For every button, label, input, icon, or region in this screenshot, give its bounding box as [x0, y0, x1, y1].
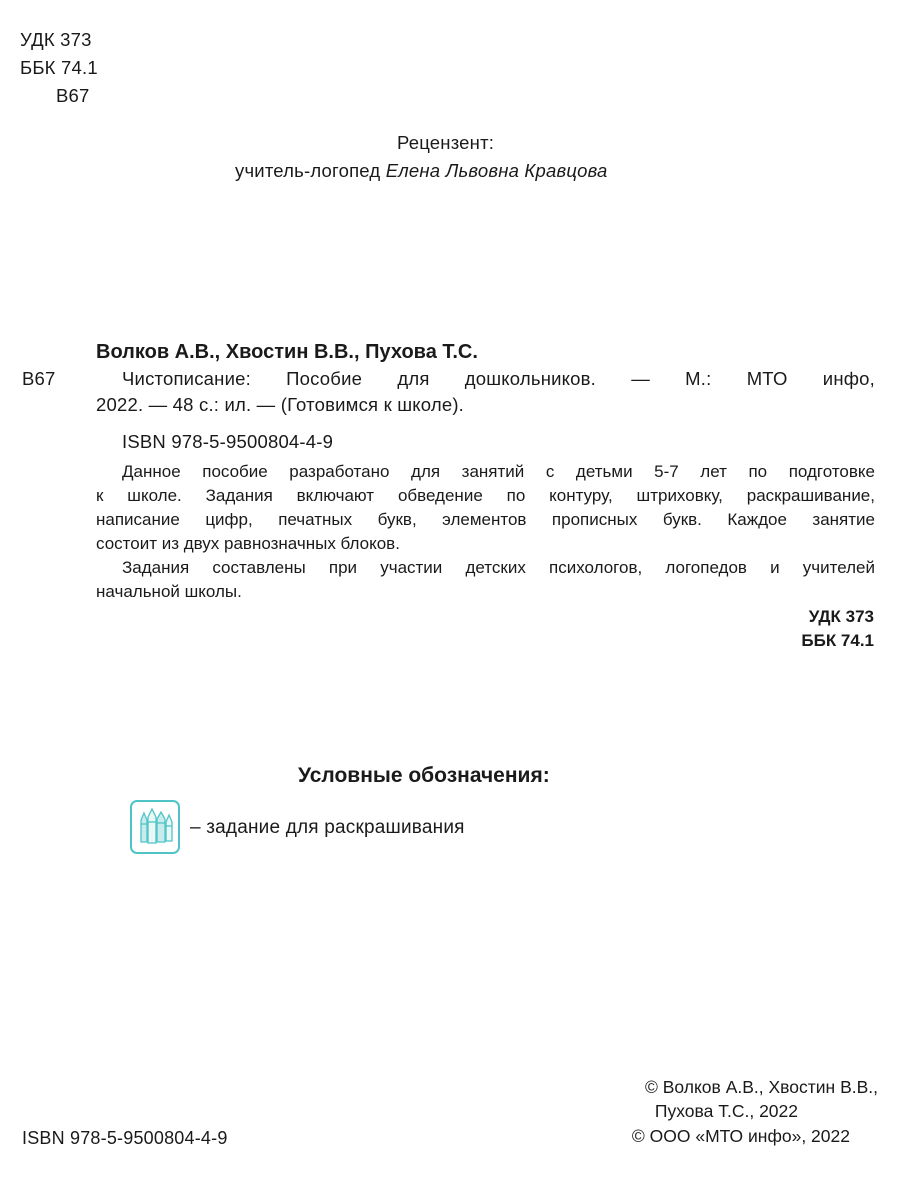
annotation-line: Задания составлены при участии детских психологов, логопедов и учителей	[122, 558, 875, 577]
reviewer-role: учитель-логопед	[235, 160, 381, 181]
record-description-line: Чистописание: Пособие для дошкольников. — М.: МТО инфо,	[122, 368, 875, 389]
record-udk: УДК 373	[808, 607, 874, 626]
annotation-line: состоит из двух равнозначных блоков.	[96, 534, 400, 553]
bbk-code: ББК 74.1	[20, 57, 98, 78]
reviewer-label: Рецензент:	[397, 132, 495, 153]
record-description-line: 2022. — 48 с.: ил. — (Готовимся к школе).	[96, 394, 465, 415]
annotation-line: написание цифр, печатных букв, элементов прописных букв. Каждое занятие	[96, 510, 875, 529]
legend-title: Условные обозначения:	[298, 764, 550, 787]
record-authors: Волков А.В., Хвостин В.В., Пухова Т.С.	[96, 341, 478, 363]
reviewer-name: Елена Львовна Кравцова	[385, 160, 608, 181]
legend-item-text: – задание для раскрашивания	[190, 817, 465, 838]
record-isbn: ISBN 978-5-9500804-4-9	[122, 431, 334, 452]
copyright-line: © Волков А.В., Хвостин В.В.,	[644, 1077, 878, 1097]
annotation-line: Данное пособие разработано для занятий с детьми 5-7 лет по подготовке	[122, 462, 875, 481]
udk-code: УДК 373	[20, 29, 92, 50]
record-bbk: ББК 74.1	[801, 631, 874, 650]
reviewer-line	[235, 159, 608, 183]
footer-isbn: ISBN 978-5-9500804-4-9	[22, 1128, 228, 1148]
copyright-line: © ООО «МТО инфо», 2022	[631, 1126, 850, 1146]
author-code: В67	[56, 85, 90, 106]
colored-pencils-icon	[130, 800, 180, 854]
record-code: В67	[22, 368, 56, 389]
copyright-line: Пухова Т.С., 2022	[654, 1101, 798, 1121]
annotation-line: начальной школы.	[96, 582, 242, 601]
annotation-line: к школе. Задания включают обведение по контуру, штриховку, раскрашивание,	[96, 486, 875, 505]
